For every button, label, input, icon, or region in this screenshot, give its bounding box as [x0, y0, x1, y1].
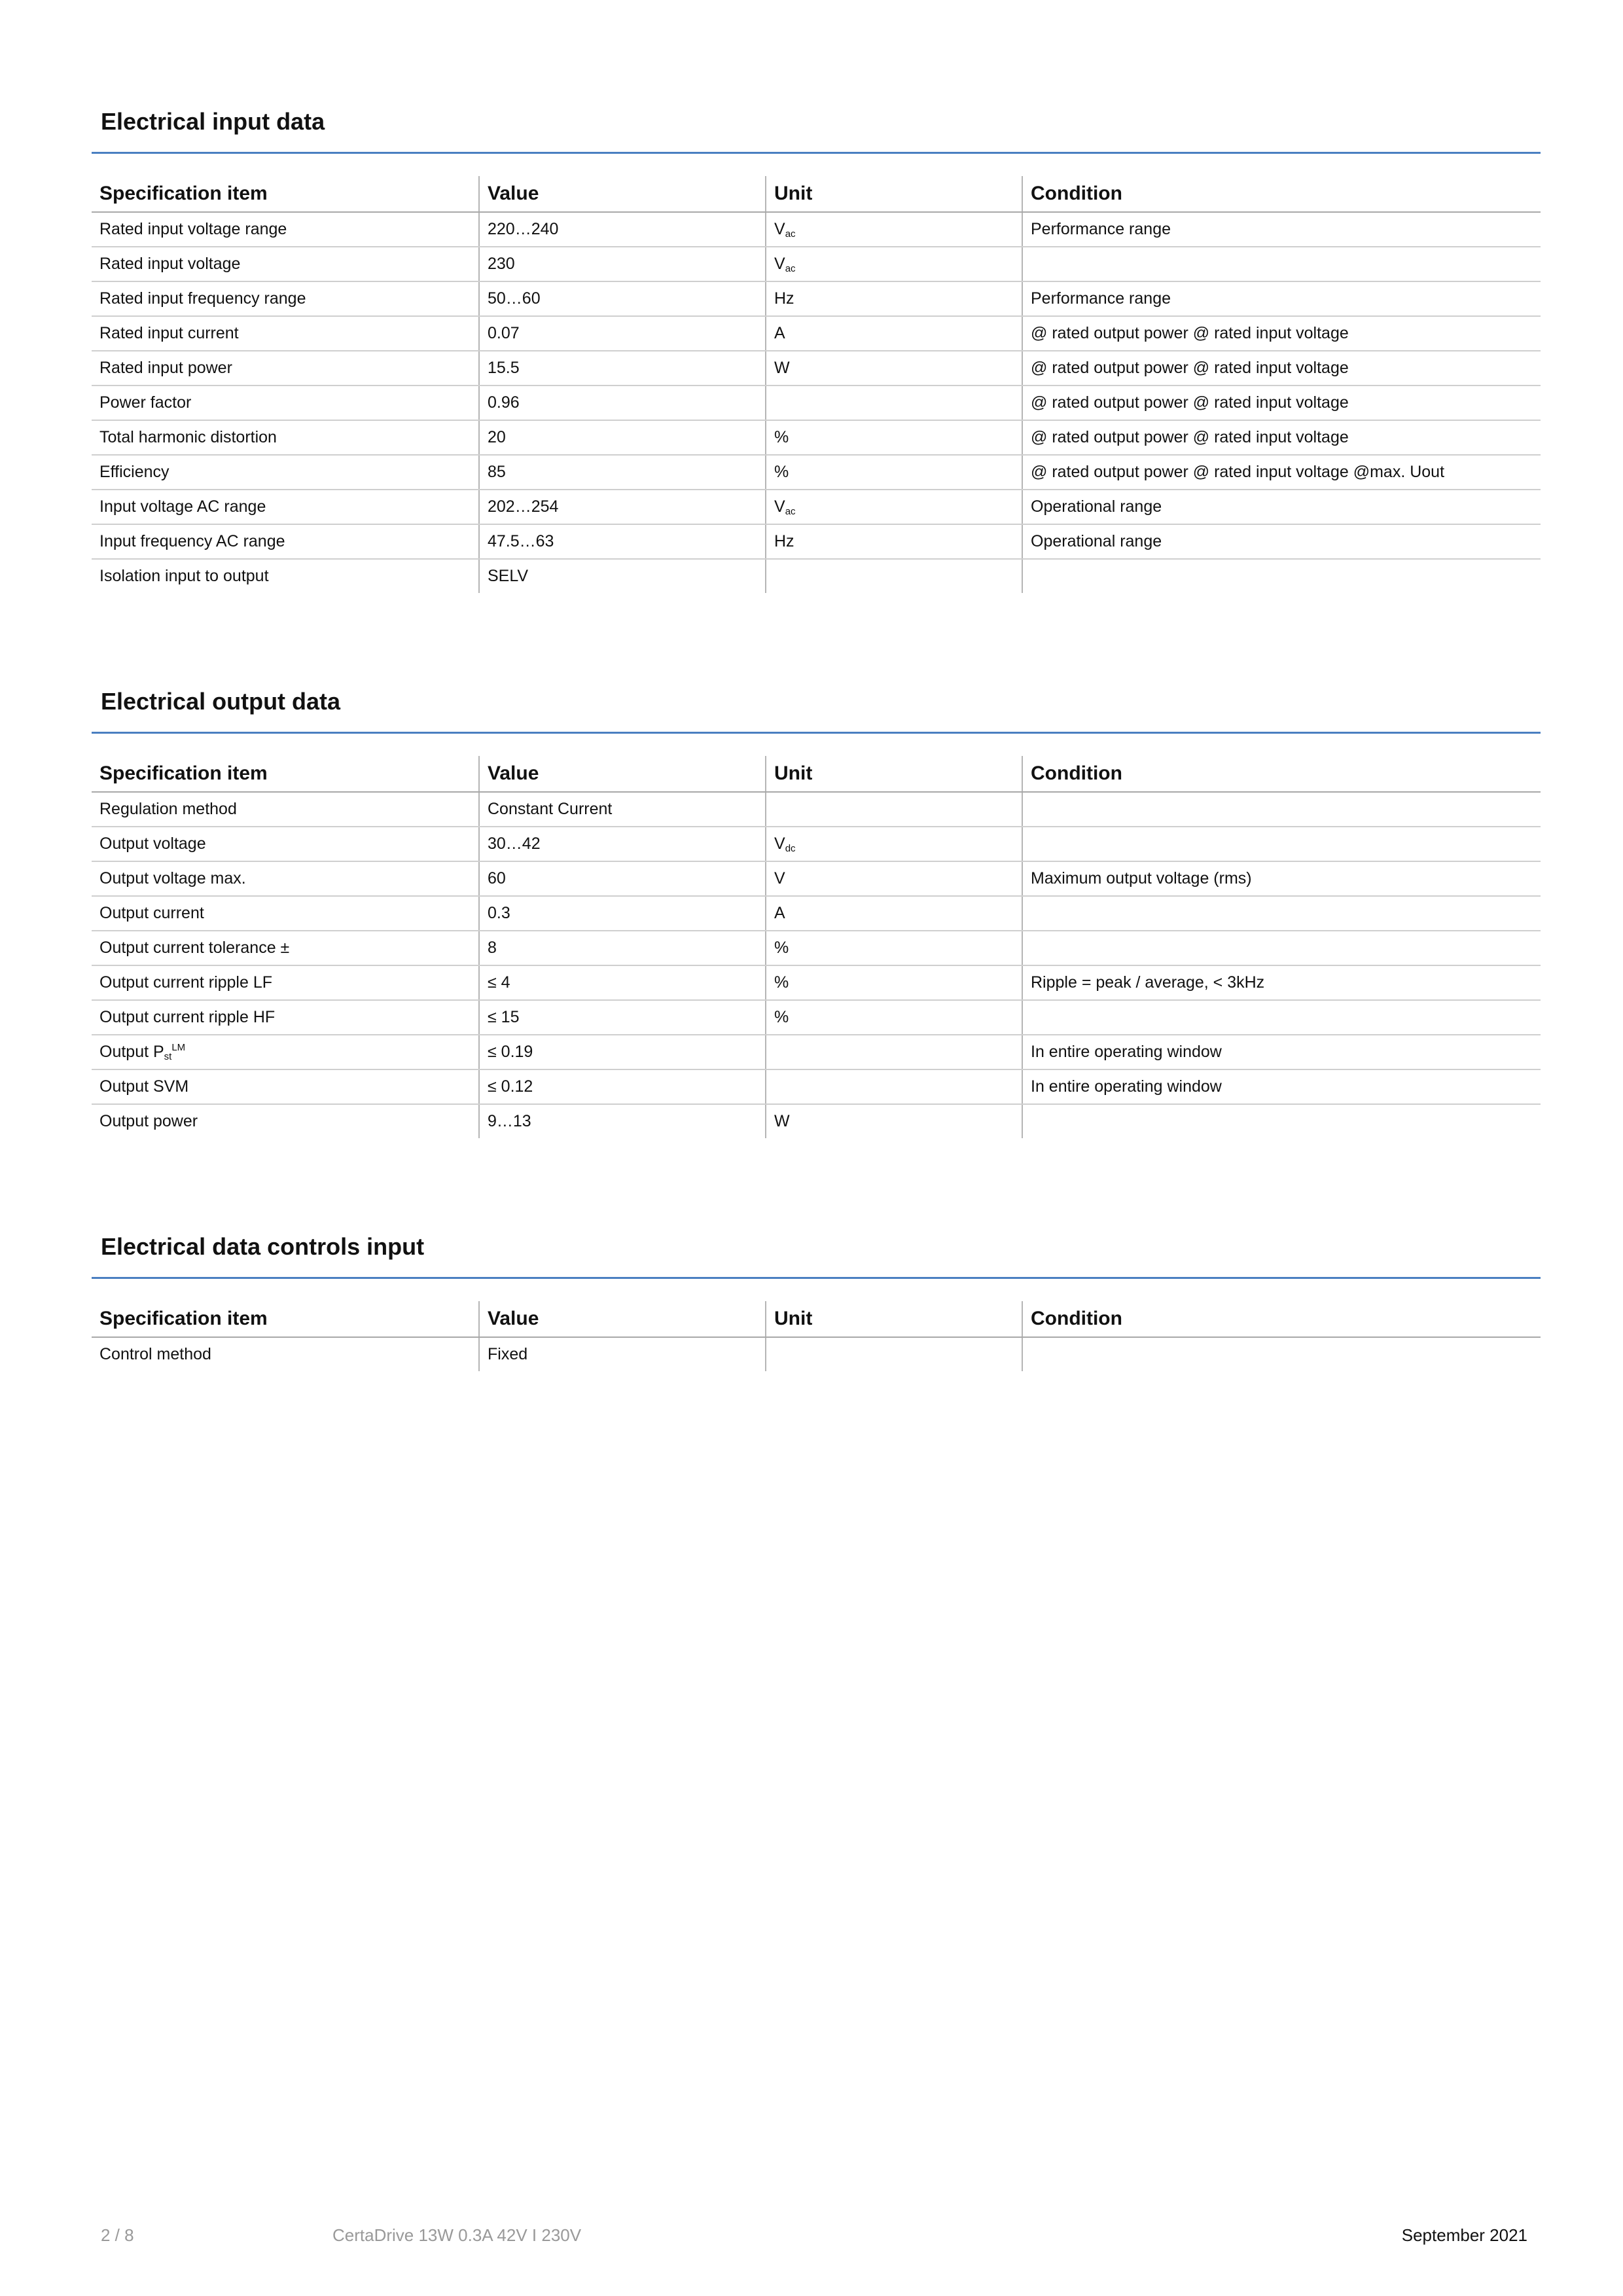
table-cell: Fixed — [479, 1337, 766, 1371]
table-cell: $V_{ac}$ — [766, 212, 1022, 247]
table-cell: Efficiency — [92, 455, 479, 490]
table-cell: Isolation input to output — [99, 567, 269, 585]
table-cell: Constant Current — [479, 792, 766, 827]
table-cell: 30…42 — [479, 827, 766, 861]
table-row — [92, 559, 1541, 593]
table-row — [92, 1000, 1541, 1035]
table-cell: ≤ 4 — [479, 965, 766, 1000]
table-cell — [1022, 792, 1541, 827]
table-cell: Output current — [92, 896, 479, 931]
column-header: Unit — [766, 1301, 1022, 1337]
table-cell: @ rated output power @ rated input voltage — [1022, 351, 1541, 386]
table-cell: Output power — [99, 1112, 198, 1130]
table-cell: Operational range — [1022, 490, 1541, 524]
table-cell: Ripple = peak / average, < 3kHz — [1022, 965, 1541, 1000]
table-cell — [1022, 896, 1541, 931]
table-cell: In entire operating window — [1022, 1069, 1541, 1104]
table-cell — [766, 1069, 1022, 1104]
table-header-row — [92, 1301, 1541, 1337]
table-cell: 47.5…63 — [479, 524, 766, 559]
table-cell: 202…254 — [479, 490, 766, 524]
table-cell: Hz — [766, 281, 1022, 316]
table-cell: W — [766, 1104, 1022, 1138]
table-cell: A — [766, 316, 1022, 351]
table-cell: A — [766, 896, 1022, 931]
table-row — [92, 1069, 1541, 1104]
table-cell: Hz — [766, 524, 1022, 559]
table-cell: V — [766, 861, 1022, 896]
table-cell: Output voltage max. — [92, 861, 479, 896]
table-cell — [1022, 1104, 1541, 1138]
column-header: Specification item — [92, 756, 479, 792]
table-cell — [766, 792, 1022, 827]
table-cell: @ rated output power @ rated input voltage — [1022, 420, 1541, 455]
page-number: 2 / 8 — [101, 2225, 134, 2245]
spec-table — [92, 756, 1541, 1138]
table-cell — [1022, 247, 1541, 281]
column-header: Condition — [1022, 1301, 1541, 1337]
table-cell: SELV — [479, 559, 766, 593]
table-cell: 9…13 — [479, 1104, 766, 1138]
section-electrical-input — [92, 109, 1541, 593]
table-cell — [1022, 931, 1541, 965]
table-cell: Output $P_{st}^{LM}$ — [92, 1035, 479, 1069]
section-title: Electrical input data — [92, 109, 1541, 154]
column-header: Unit — [766, 756, 1022, 792]
section-title: Electrical data controls input — [92, 1234, 1541, 1279]
table-row — [92, 281, 1541, 316]
column-header: Condition — [1022, 756, 1541, 792]
table-cell: % — [766, 455, 1022, 490]
table-cell: Output voltage — [92, 827, 479, 861]
spec-table — [92, 1301, 1541, 1371]
table-cell: Rated input power — [92, 351, 479, 386]
table-cell: @ rated output power @ rated input voltage — [1022, 386, 1541, 420]
table-row — [92, 792, 1541, 827]
table-cell: ≤ 0.19 — [479, 1035, 766, 1069]
section-title: Electrical output data — [92, 689, 1541, 734]
section-electrical-output — [92, 689, 1541, 1138]
table-cell: $V_{ac}$ — [766, 490, 1022, 524]
table-cell: $V_{ac}$ — [766, 247, 1022, 281]
table-row — [92, 351, 1541, 386]
table-cell: Maximum output voltage (rms) — [1022, 861, 1541, 896]
table-row — [92, 490, 1541, 524]
table-cell: Input frequency AC range — [92, 524, 479, 559]
table-cell: Total harmonic distortion — [92, 420, 479, 455]
table-cell: @ rated output power @ rated input voltage @max. Uout — [1022, 455, 1541, 490]
table-cell: ≤ 0.12 — [479, 1069, 766, 1104]
table-cell: 230 — [479, 247, 766, 281]
table-row — [92, 896, 1541, 931]
table-row — [92, 212, 1541, 247]
table-row — [92, 247, 1541, 281]
column-header: Value — [479, 756, 766, 792]
publication-date: September 2021 — [1401, 2225, 1527, 2245]
table-cell: 85 — [479, 455, 766, 490]
table-cell: Power factor — [92, 386, 479, 420]
table-cell: Rated input current — [92, 316, 479, 351]
table-cell: 0.3 — [479, 896, 766, 931]
table-cell: % — [766, 931, 1022, 965]
table-cell: 20 — [479, 420, 766, 455]
table-cell: Output SVM — [92, 1069, 479, 1104]
table-cell: Rated input voltage range — [92, 212, 479, 247]
table-row — [92, 861, 1541, 896]
table-row — [92, 455, 1541, 490]
table-row — [92, 827, 1541, 861]
table-cell: $V_{dc}$ — [766, 827, 1022, 861]
table-cell: In entire operating window — [1022, 1035, 1541, 1069]
table-cell: 60 — [479, 861, 766, 896]
table-cell: Rated input frequency range — [92, 281, 479, 316]
table-row — [92, 1035, 1541, 1069]
section-controls-input — [92, 1234, 1541, 1371]
column-header: Condition — [1022, 176, 1541, 212]
column-header: Specification item — [92, 176, 479, 212]
column-header: Value — [479, 176, 766, 212]
table-cell: Performance range — [1022, 212, 1541, 247]
table-cell: Output current ripple HF — [92, 1000, 479, 1035]
table-cell — [766, 559, 1022, 593]
table-cell: Output current ripple LF — [92, 965, 479, 1000]
table-cell: 8 — [479, 931, 766, 965]
table-cell — [1022, 559, 1541, 593]
table-row — [92, 965, 1541, 1000]
table-cell: 0.96 — [479, 386, 766, 420]
table-row — [92, 1104, 1541, 1138]
table-cell — [766, 1035, 1022, 1069]
table-cell — [1022, 1337, 1541, 1371]
table-row — [92, 1337, 1541, 1371]
column-header: Unit — [766, 176, 1022, 212]
table-cell: Control method — [99, 1345, 211, 1363]
table-cell: Output current tolerance ± — [92, 931, 479, 965]
product-name: CertaDrive 13W 0.3A 42V I 230V — [332, 2225, 582, 2245]
table-cell: Input voltage AC range — [92, 490, 479, 524]
table-row — [92, 524, 1541, 559]
table-cell: Operational range — [1022, 524, 1541, 559]
table-cell — [766, 386, 1022, 420]
table-cell: ≤ 15 — [479, 1000, 766, 1035]
table-cell: % — [766, 1000, 1022, 1035]
table-cell: 15.5 — [479, 351, 766, 386]
table-cell: % — [766, 420, 1022, 455]
table-row — [92, 931, 1541, 965]
table-row — [92, 316, 1541, 351]
table-cell: W — [766, 351, 1022, 386]
table-cell: @ rated output power @ rated input voltage — [1022, 316, 1541, 351]
table-row — [92, 420, 1541, 455]
table-header-row — [92, 176, 1541, 212]
table-cell — [1022, 1000, 1541, 1035]
table-header-row — [92, 756, 1541, 792]
table-row — [92, 386, 1541, 420]
table-cell: 50…60 — [479, 281, 766, 316]
table-cell: Regulation method — [92, 792, 479, 827]
table-cell: Performance range — [1022, 281, 1541, 316]
table-cell — [1022, 827, 1541, 861]
table-cell: Rated input voltage — [92, 247, 479, 281]
table-cell: % — [766, 965, 1022, 1000]
column-header: Value — [479, 1301, 766, 1337]
table-cell — [766, 1337, 1022, 1371]
column-header: Specification item — [92, 1301, 479, 1337]
spec-table — [92, 176, 1541, 593]
table-cell: 0.07 — [479, 316, 766, 351]
table-cell: 220…240 — [479, 212, 766, 247]
